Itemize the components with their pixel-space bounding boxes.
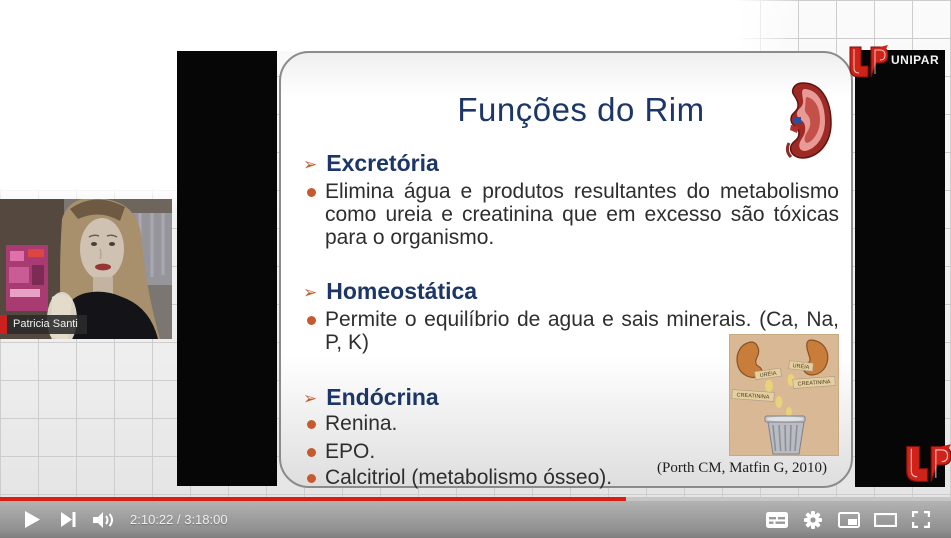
background-wash-left — [0, 0, 178, 212]
bullet-marker — [307, 316, 316, 325]
svg-text:CREATININA: CREATININA — [736, 392, 770, 401]
svg-text:URÉIA: URÉIA — [759, 370, 777, 379]
bullet-marker — [307, 188, 316, 197]
bullet-text: Permite o equilíbrio de agua e sais minerais. (Ca, Na, P, K) — [325, 308, 839, 354]
section-heading-endocrina — [303, 384, 439, 411]
volume-button[interactable] — [86, 503, 122, 537]
slide-title: Funções do Rim — [457, 91, 705, 128]
section-heading-label: Excretória — [326, 150, 439, 176]
bullet-marker — [307, 420, 316, 429]
presentation-slide — [279, 51, 853, 488]
webcam-name-label — [0, 315, 87, 334]
bullet-marker — [307, 448, 316, 457]
miniplayer-button[interactable] — [831, 503, 867, 537]
svg-text:URÉIA: URÉIA — [792, 363, 810, 371]
subtitles-icon — [766, 512, 788, 528]
settings-icon — [804, 511, 822, 529]
arrow-bullet-icon: ➢ — [303, 389, 318, 408]
bullet-renina — [303, 412, 723, 435]
arrow-bullet-icon: ➢ — [303, 283, 318, 302]
section-heading-homeostatica — [303, 278, 477, 305]
next-button[interactable] — [50, 503, 86, 537]
controls-left-group — [0, 503, 228, 537]
section-heading-excretoria — [303, 150, 439, 177]
time-display: 2:10:22 / 3:18:00 — [130, 512, 228, 527]
svg-text:CREATININA: CREATININA — [797, 379, 831, 388]
section-heading-label: Homeostática — [326, 278, 478, 304]
settings-button[interactable] — [795, 503, 831, 537]
controls-right-group — [759, 503, 951, 537]
bullet-text: Renina. — [325, 412, 398, 435]
fullscreen-button[interactable] — [903, 503, 939, 537]
fullscreen-icon — [912, 511, 930, 528]
play-icon — [25, 511, 40, 528]
unipar-logo-icon — [846, 45, 888, 80]
black-bar-left — [177, 51, 277, 486]
bullet-text: Elimina água e produtos resultantes do metabolismo como ureia e creatinina que em excesso são tóxicas para o organismo. — [325, 180, 839, 249]
bullet-excretoria — [303, 180, 839, 249]
citation: (Porth CM, Matfin G, 2010) — [657, 460, 827, 476]
webcam-overlay — [0, 199, 172, 339]
kidney-illustration — [769, 81, 833, 161]
label-accent-tab — [0, 315, 7, 334]
theater-icon — [874, 513, 897, 527]
bullet-text: EPO. — [325, 440, 376, 463]
webcam-name-text: Patricia Santi — [7, 315, 87, 334]
unipar-brand-text: UNIPAR — [891, 53, 940, 67]
theater-button[interactable] — [867, 503, 903, 537]
arrow-bullet-icon: ➢ — [303, 155, 318, 174]
next-icon — [61, 512, 76, 527]
bullet-text: Calcitriol (metabolismo ósseo). — [325, 466, 613, 489]
player-controls — [0, 501, 951, 538]
miniplayer-icon — [838, 512, 860, 528]
volume-icon — [93, 511, 115, 529]
subtitles-button[interactable] — [759, 503, 795, 537]
bullet-marker — [307, 474, 316, 483]
black-bar-right — [855, 50, 945, 487]
kidneys-trash-illustration — [729, 334, 839, 456]
play-button[interactable] — [14, 503, 50, 537]
unipar-logo-icon — [902, 444, 951, 485]
section-heading-label: Endócrina — [326, 384, 439, 410]
